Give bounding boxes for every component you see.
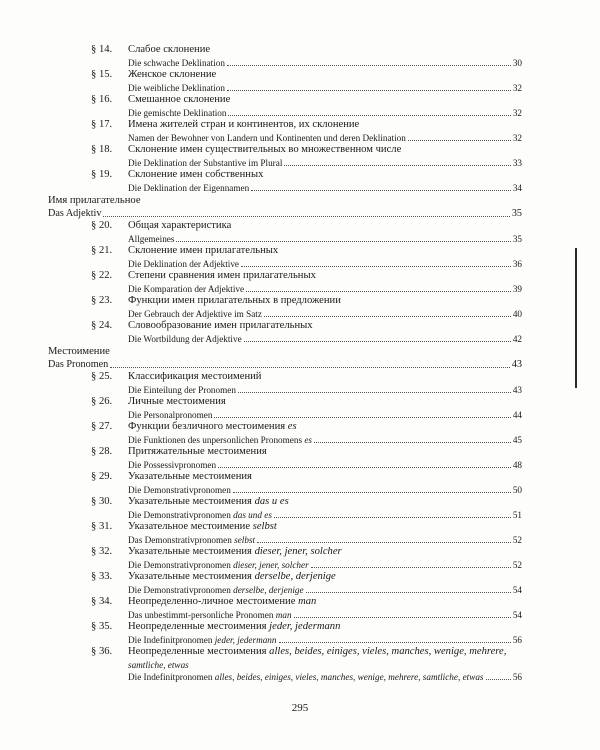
page-ref: 56	[512, 634, 522, 645]
title-de-main: Die Einteilung der Pronomen	[128, 384, 236, 395]
toc-section[interactable]	[48, 471, 522, 496]
section-number: § 35.	[91, 621, 113, 632]
page-ref: 54	[512, 584, 522, 595]
title-de-text	[128, 509, 272, 521]
title-de-text	[128, 57, 225, 69]
entry-title-de	[128, 409, 522, 421]
entry-title-de	[128, 333, 522, 345]
entry-title-de	[128, 459, 522, 471]
entry-title-de	[128, 82, 522, 94]
leader-dots	[279, 642, 511, 643]
title-de-text	[128, 82, 225, 94]
entry-title-ru	[91, 270, 522, 283]
page-ref: 33	[512, 157, 522, 168]
page-ref: 51	[512, 509, 522, 520]
entry-title-de	[128, 634, 522, 646]
title-de-main: Die Wortbildung der Adjektive	[128, 333, 242, 344]
toc-section[interactable]	[48, 596, 522, 621]
toc-chapter[interactable]	[48, 346, 522, 371]
title-ru-text: Указательные местоимения	[128, 571, 252, 582]
leader-dots	[314, 442, 511, 443]
section-number: § 26.	[91, 396, 113, 407]
page-ref: 32	[512, 107, 522, 118]
entry-title-de	[128, 434, 522, 446]
entry-title-ru	[91, 220, 522, 233]
page-ref: 39	[512, 283, 522, 294]
entry-title-ru	[91, 621, 522, 634]
leader-dots	[306, 592, 511, 593]
leader-dots	[238, 392, 511, 393]
section-number: § 29.	[91, 471, 113, 482]
toc-section[interactable]	[48, 371, 522, 396]
title-ru-text: Имя прилагательное	[48, 195, 141, 206]
section-number: § 32.	[91, 546, 113, 557]
title-de-main: Das Pronomen	[48, 358, 109, 370]
title-de-text	[128, 534, 255, 546]
title-ru-text: Личные местоимения	[128, 396, 226, 407]
title-de-text	[128, 308, 262, 320]
section-number: § 33.	[91, 571, 113, 582]
entry-title-de	[128, 233, 522, 245]
section-number: § 16.	[91, 94, 113, 105]
page-ref: 52	[512, 559, 522, 570]
leader-dots	[408, 140, 511, 141]
toc-section[interactable]	[48, 220, 522, 245]
title-de-main: Namen der Bewohner von Landern und Kontinenten und deren Deklination	[128, 132, 406, 143]
title-de-text	[128, 157, 282, 169]
section-number: § 14.	[91, 44, 113, 55]
leader-dots	[233, 492, 511, 493]
title-de-text	[128, 609, 292, 621]
leader-dots	[246, 291, 511, 292]
title-de-emphasis: das und es	[233, 509, 272, 520]
page-ref: 45	[512, 434, 522, 445]
section-number: § 20.	[91, 220, 113, 231]
title-de-emphasis: man	[275, 609, 292, 620]
leader-dots	[486, 679, 511, 680]
entry-title-de	[128, 384, 522, 396]
page-ref: 54	[512, 609, 522, 620]
title-de-text	[128, 333, 242, 345]
toc-section[interactable]	[48, 571, 522, 596]
toc-section[interactable]	[48, 320, 522, 345]
leader-dots	[176, 241, 510, 242]
title-ru-text: Указательное местоимение	[128, 521, 251, 532]
title-ru-text: Склонение имен существительных во множественном числе	[128, 144, 402, 155]
title-ru-emphasis: es	[287, 421, 297, 432]
title-ru-text: Неопределенно-личное местоимение	[128, 596, 296, 607]
section-number: § 21.	[91, 245, 113, 256]
page-ref: 35	[512, 233, 522, 244]
title-ru-emphasis: das и es	[254, 496, 289, 507]
leader-dots	[228, 115, 510, 116]
entry-title-de	[128, 283, 522, 295]
title-ru-text: Притяжательные местоимения	[128, 446, 267, 457]
title-de-main: Die weibliche Deklination	[128, 82, 225, 93]
section-number: § 30.	[91, 496, 113, 507]
page-ref: 56	[512, 672, 522, 682]
title-ru-text: Имена жителей стран и континентов, их склонение	[128, 119, 360, 130]
title-de-main: Der Gebrauch der Adjektive im Satz	[128, 308, 262, 319]
leader-dots	[241, 266, 511, 267]
title-de-main: Das unbestimmt-personliche Pronomen	[128, 609, 274, 620]
title-de-main: Die gemischte Deklination	[128, 107, 227, 118]
title-ru-text: Слабое склонение	[128, 44, 211, 55]
title-ru-emphasis-cont: samtliche, etwas	[128, 659, 189, 670]
title-ru-text: Неопределенные местоимения	[128, 621, 267, 632]
toc-section[interactable]	[48, 421, 522, 446]
title-de-main: Die Demonstrativpronomen	[128, 484, 231, 495]
page-ref: 50	[512, 484, 522, 495]
page-ref: 32	[512, 132, 522, 143]
page-ref: 40	[512, 308, 522, 319]
entry-title-ru	[48, 346, 522, 359]
toc-section[interactable]	[48, 94, 522, 119]
title-de-text	[48, 208, 101, 220]
toc-section[interactable]	[48, 119, 522, 144]
entry-title-ru	[91, 396, 522, 409]
leader-dots	[284, 165, 510, 166]
section-number: § 31.	[91, 521, 113, 532]
section-number: § 22.	[91, 270, 113, 281]
entry-title-ru	[91, 69, 522, 82]
entry-title-ru	[91, 421, 522, 434]
title-de-main: Die Funktionen des unpersonlichen Pronomens	[128, 434, 303, 445]
title-de-text	[128, 384, 236, 396]
page-ref: 36	[512, 258, 522, 269]
section-number: § 34.	[91, 596, 113, 607]
title-de-main: Die Deklination der Adjektive	[128, 258, 239, 269]
title-de-text	[128, 434, 312, 446]
entry-title-ru	[91, 295, 522, 308]
title-de-emphasis: jeder, jedermann	[214, 634, 277, 645]
entry-title-ru	[91, 546, 522, 559]
section-number: § 17.	[91, 119, 113, 130]
title-de-main: Die Deklination der Eigennamen	[128, 182, 250, 193]
section-number: § 27.	[91, 421, 113, 432]
title-de-text	[128, 233, 174, 245]
toc-section[interactable]	[48, 546, 522, 571]
entry-title-de	[128, 107, 522, 119]
page-ref: 42	[512, 333, 522, 344]
title-de-emphasis: alles, beides, einiges, vieles, manches, wenige, mehrere, samtliche, etwas	[214, 672, 484, 682]
entry-title-ru	[91, 169, 522, 182]
section-number: § 18.	[91, 144, 113, 155]
page-ref: 35	[511, 207, 522, 219]
title-de-main: Die Possessivpronomen	[128, 459, 217, 470]
title-ru-emphasis: jeder, jedermann	[269, 621, 341, 632]
title-de-text	[128, 559, 309, 571]
section-number: § 23.	[91, 295, 113, 306]
table-of-contents	[48, 44, 522, 683]
title-de-main: Die schwache Deklination	[128, 57, 225, 68]
entry-title-ru	[91, 571, 522, 584]
entry-title-ru	[91, 471, 522, 484]
leader-dots	[311, 567, 511, 568]
leader-dots	[257, 542, 511, 543]
title-de-main: Die Demonstrativpronomen	[128, 509, 231, 520]
title-ru-text: Указательные местоимения	[128, 546, 252, 557]
section-number: § 24.	[91, 320, 113, 331]
toc-section[interactable]	[48, 69, 522, 94]
page-ref: 43	[511, 358, 522, 370]
title-ru-text: Словообразование имен прилагательных	[128, 320, 313, 331]
title-de-text	[128, 409, 212, 421]
title-de-text	[128, 459, 216, 471]
entry-title-ru	[48, 195, 522, 208]
leader-dots	[264, 316, 511, 317]
entry-title-de	[128, 584, 522, 596]
leader-dots	[274, 517, 511, 518]
title-de-main: Die Demonstrativpronomen	[128, 584, 231, 595]
leader-dots	[214, 417, 510, 418]
page-ref: 30	[512, 57, 522, 68]
margin-rule	[575, 248, 577, 388]
title-de-text	[128, 258, 239, 270]
title-ru-text: Указательные местоимения	[128, 496, 252, 507]
toc-chapter[interactable]	[48, 195, 522, 220]
page-ref: 32	[512, 82, 522, 93]
page-number: 295	[291, 702, 309, 714]
title-ru-text: Функции безличного местоимения	[128, 421, 286, 432]
title-de-text	[48, 359, 108, 371]
entry-title-de	[128, 182, 522, 194]
entry-title-de	[128, 308, 522, 320]
title-ru-emphasis: dieser, jener, solcher	[254, 546, 342, 557]
entry-title-de	[128, 559, 522, 571]
title-ru-text: Женское склонение	[128, 69, 217, 80]
entry-title-de	[128, 671, 522, 683]
entry-title-ru	[91, 521, 522, 534]
title-de-text	[128, 671, 484, 683]
title-de-main: Das Adjektiv	[48, 207, 102, 219]
title-ru-text: Склонение имен собственных	[128, 169, 264, 180]
entry-title-ru	[91, 496, 522, 509]
title-de-text	[128, 584, 304, 596]
section-number: § 28.	[91, 446, 113, 457]
title-ru-text: Функции имен прилагательных в предложении	[128, 295, 341, 306]
title-ru-text: Степени сравнения имен прилагательных	[128, 270, 316, 281]
toc-section[interactable]	[48, 496, 522, 521]
title-ru-text: Неопределенные местоимения	[128, 646, 267, 657]
toc-section[interactable]	[48, 169, 522, 194]
title-ru-text: Общая характеристика	[128, 220, 232, 231]
entry-title-ru	[91, 44, 522, 57]
title-de-emphasis: es	[304, 434, 312, 445]
leader-dots	[251, 190, 511, 191]
entry-title-de	[128, 57, 522, 69]
page-ref: 43	[512, 384, 522, 395]
toc-section[interactable]	[48, 521, 522, 546]
entry-title-de	[128, 258, 522, 270]
title-de-main: Die Demonstrativpronomen	[128, 559, 231, 570]
toc-section[interactable]	[48, 621, 522, 646]
page-ref: 52	[512, 534, 522, 545]
page-ref: 44	[512, 409, 522, 420]
entry-title-ru	[91, 94, 522, 107]
entry-title-ru	[91, 320, 522, 333]
toc-section[interactable]	[48, 44, 522, 69]
title-ru-text: Местоимение	[48, 346, 110, 357]
toc-section[interactable]	[48, 270, 522, 295]
title-ru-text: Классификация местоимений	[128, 371, 262, 382]
title-de-text	[128, 283, 244, 295]
title-ru-text: Склонение имен прилагательных	[128, 245, 279, 256]
title-de-emphasis: selbst	[234, 534, 256, 545]
leader-dots	[294, 617, 511, 618]
toc-section[interactable]	[48, 245, 522, 270]
title-de-text	[128, 484, 231, 496]
entry-title-ru	[91, 646, 522, 659]
toc-section[interactable]	[48, 646, 522, 683]
title-de-text	[128, 634, 277, 646]
entry-title-ru	[91, 371, 522, 384]
title-de-main: Die Komparation der Adjektive	[128, 283, 245, 294]
toc-section[interactable]	[48, 295, 522, 320]
title-ru-text: Смешанное склонение	[128, 94, 231, 105]
title-de-emphasis: dieser, jener, solcher	[233, 559, 309, 570]
section-number: § 19.	[91, 169, 113, 180]
entry-title-de	[48, 359, 522, 371]
entry-title-ru	[91, 119, 522, 132]
title-ru-text: Указательные местоимения	[128, 471, 252, 482]
toc-section[interactable]	[48, 144, 522, 169]
toc-section[interactable]	[48, 446, 522, 471]
title-de-main: Allgemeines	[128, 233, 175, 244]
entry-title-de	[48, 208, 522, 220]
title-de-main: Das Demonstrativpronomen	[128, 534, 232, 545]
title-de-main: Die Indefinitpronomen	[128, 672, 213, 682]
leader-dots	[103, 216, 509, 217]
title-de-text	[128, 132, 406, 144]
page-ref: 34	[512, 182, 522, 193]
title-de-main: Die Indefinitpronomen	[128, 634, 213, 645]
title-de-text	[128, 107, 226, 119]
entry-title-ru	[91, 446, 522, 459]
title-ru-emphasis: selbst	[252, 521, 277, 532]
title-ru-emphasis: alles, beides, einiges, vieles, manches, wenige, mehrere,	[269, 646, 507, 657]
page-ref: 48	[512, 459, 522, 470]
entry-title-ru	[91, 596, 522, 609]
leader-dots	[244, 341, 511, 342]
leader-dots	[227, 90, 511, 91]
entry-title-ru	[91, 245, 522, 258]
entry-title-de	[128, 609, 522, 621]
entry-title-de	[128, 484, 522, 496]
title-de-emphasis: derselbe, derjenige	[233, 584, 304, 595]
leader-dots	[227, 65, 511, 66]
entry-title-de	[128, 132, 522, 144]
leader-dots	[218, 467, 511, 468]
title-ru-emphasis: derselbe, derjenige	[254, 571, 336, 582]
entry-title-de	[128, 509, 522, 521]
toc-section[interactable]	[48, 396, 522, 421]
section-number: § 15.	[91, 69, 113, 80]
entry-title-de	[128, 157, 522, 169]
title-de-main: Die Deklination der Substantive im Plural	[128, 157, 283, 168]
leader-dots	[110, 367, 510, 368]
title-de-main: Die Personalpronomen	[128, 409, 213, 420]
entry-title-de	[128, 534, 522, 546]
entry-title-ru	[91, 144, 522, 157]
title-ru-emphasis: man	[298, 596, 317, 607]
section-number: § 36.	[91, 646, 113, 657]
title-de-text	[128, 182, 249, 194]
section-number: § 25.	[91, 371, 113, 382]
